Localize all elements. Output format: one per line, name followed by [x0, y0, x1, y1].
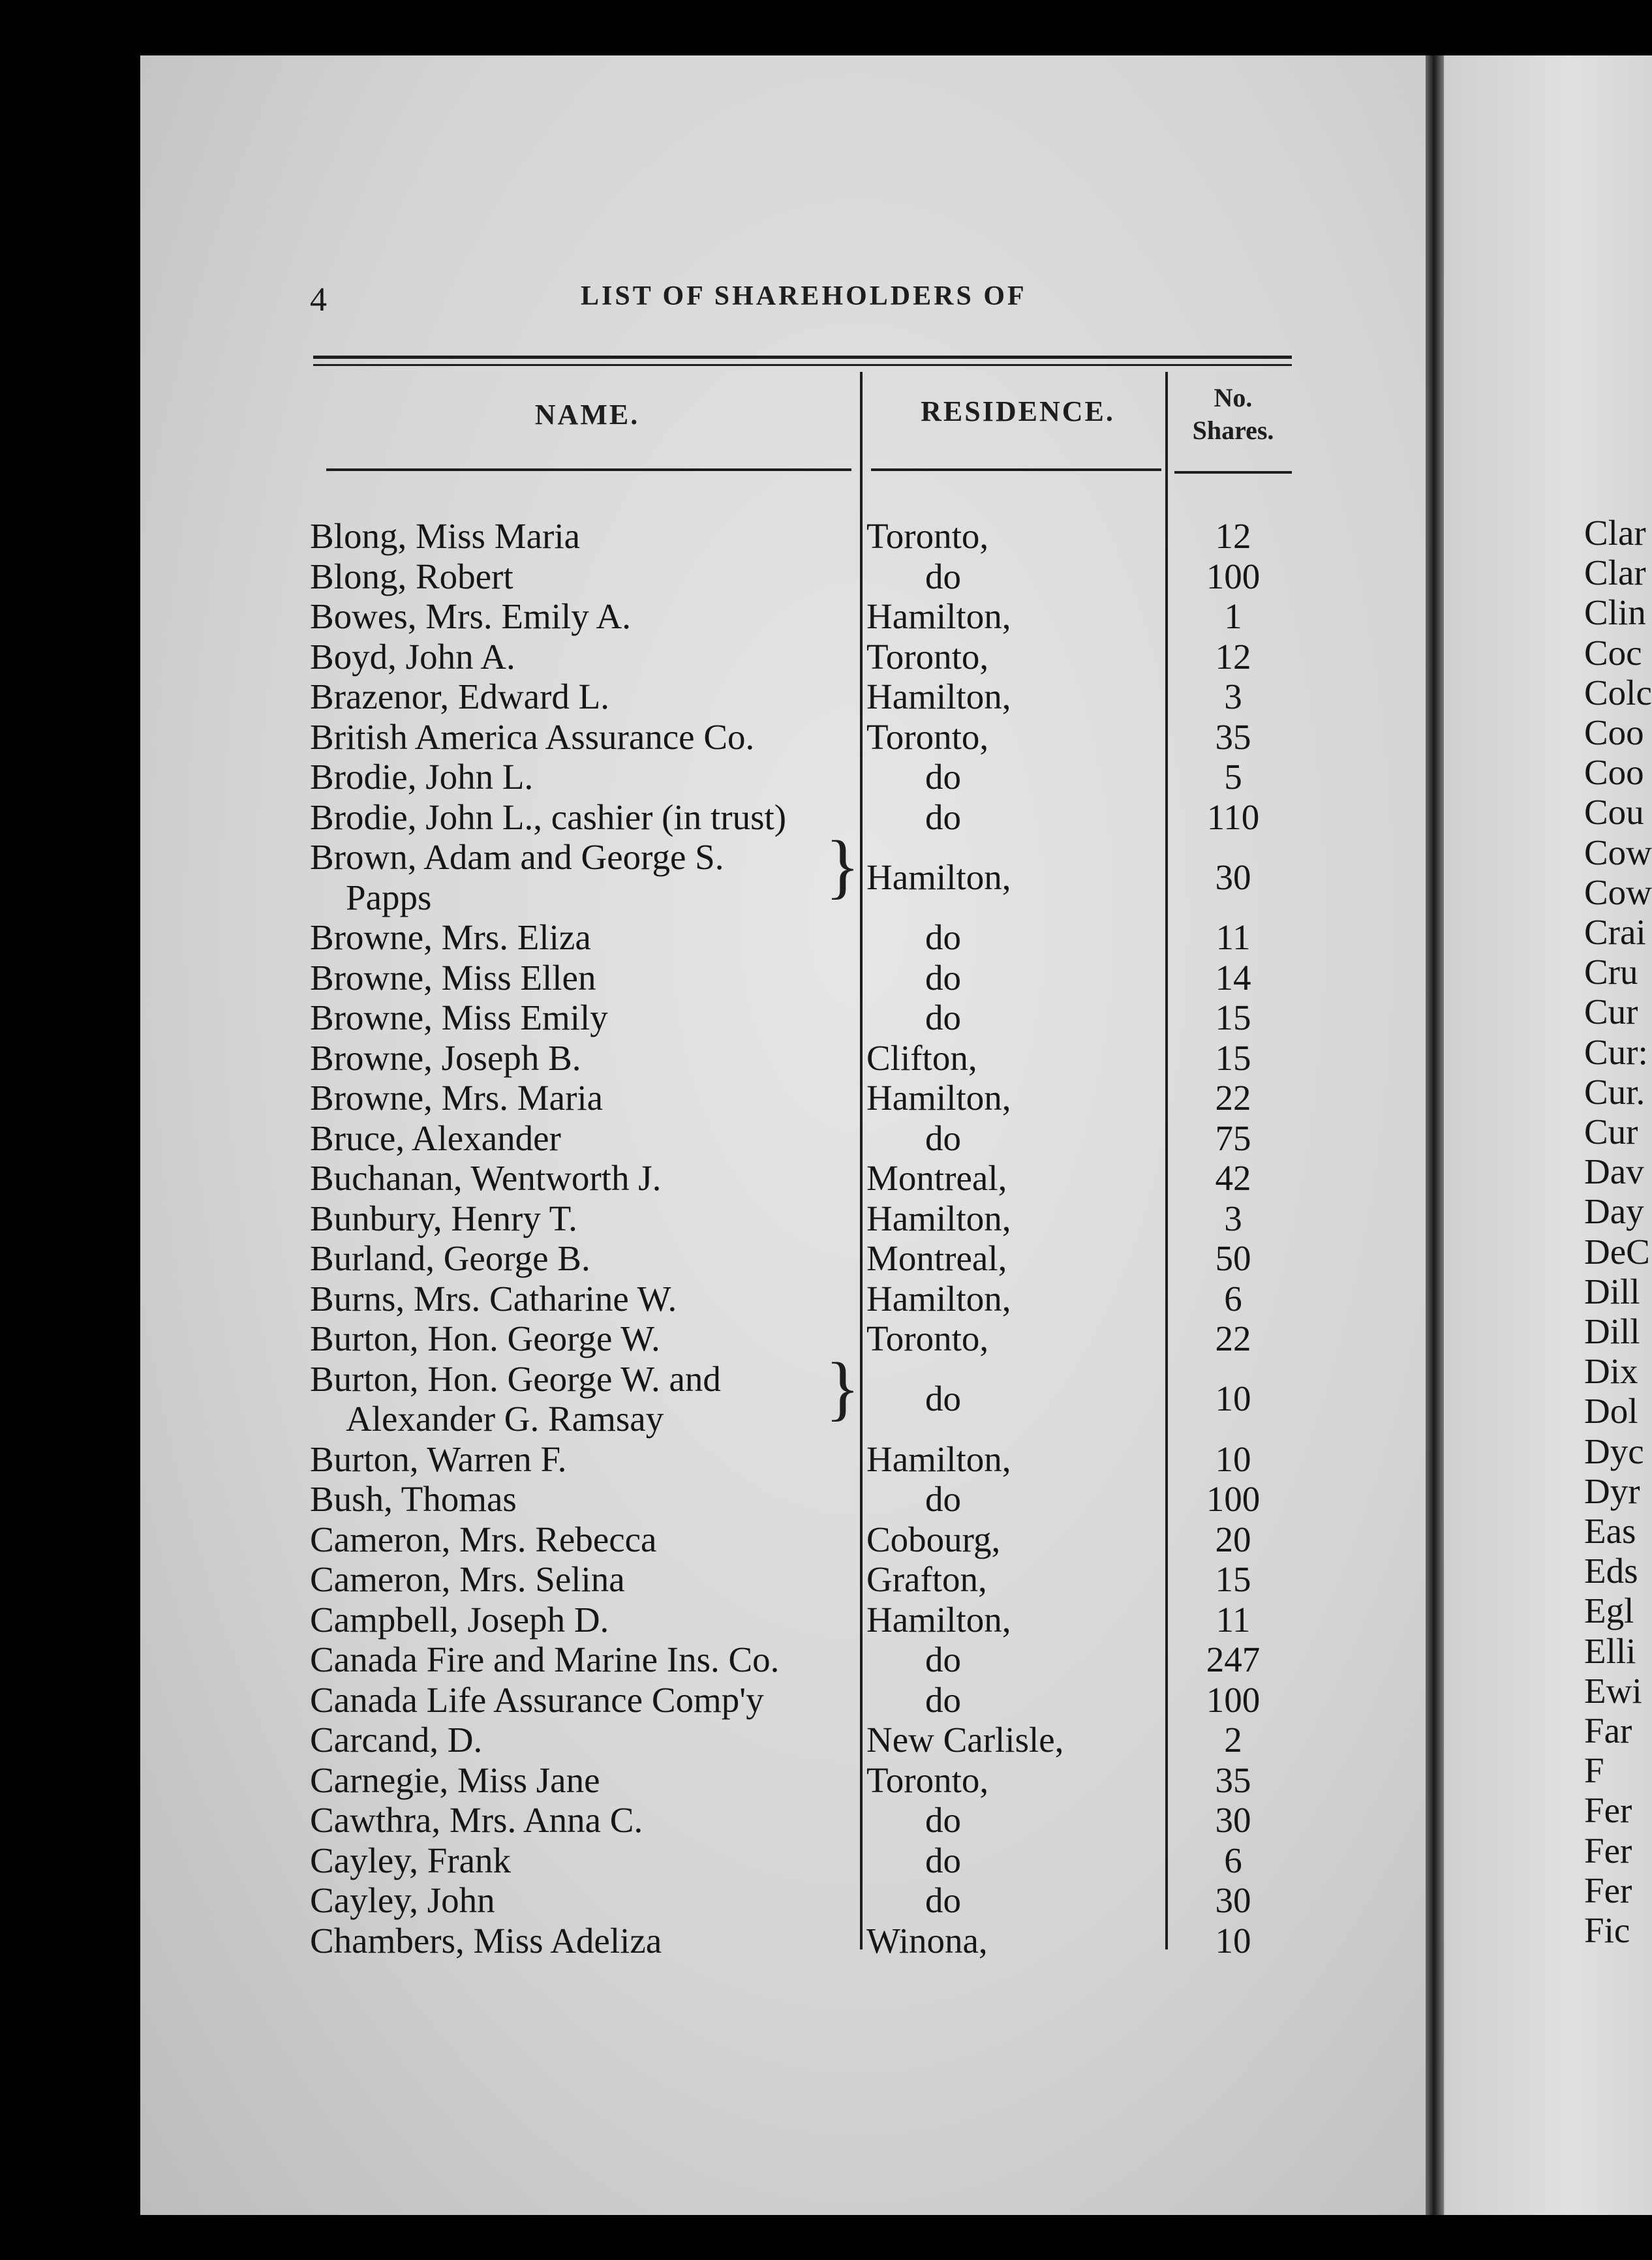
facing-page-fragment: Cur: [1584, 1112, 1638, 1152]
share-count: 6: [1224, 1840, 1242, 1880]
shareholder-name: British America Assurance Co.: [310, 716, 755, 757]
shareholder-name: Browne, Miss Ellen: [310, 957, 596, 998]
residence: Toronto,: [866, 1319, 989, 1358]
shareholder-name: Brazenor, Edward L.: [310, 677, 609, 716]
shareholder-name: Browne, Joseph B.: [310, 1037, 581, 1078]
residence: do: [925, 1800, 961, 1840]
facing-page-fragment: Cru: [1584, 952, 1638, 992]
column-header-shares: [1171, 382, 1295, 447]
share-count: 100: [1206, 1679, 1261, 1720]
header-rule-top-thin: [313, 364, 1292, 366]
column-header-shares-line2: Shares.: [1192, 416, 1274, 445]
facing-page-fragment: Fic: [1584, 1910, 1630, 1950]
shareholder-name: Bruce, Alexander: [310, 1118, 561, 1158]
share-count: 10: [1215, 1920, 1251, 1961]
shareholder-name: Blong, Miss Maria: [310, 516, 581, 556]
header-underline-residence: [871, 468, 1161, 471]
shareholder-name: Brodie, John L.: [310, 757, 534, 797]
residence: do: [925, 1640, 961, 1679]
shareholder-name: Carcand, D.: [310, 1720, 483, 1760]
shareholder-name: Cawthra, Mrs. Anna C.: [310, 1800, 643, 1840]
share-count: 22: [1215, 1078, 1251, 1118]
column-divider-1: [860, 372, 863, 1949]
shareholder-name: Bush, Thomas: [310, 1479, 517, 1519]
residence: Winona,: [866, 1920, 988, 1961]
shareholder-name: Burland, George B.: [310, 1238, 590, 1278]
shareholder-name: Canada Life Assurance Comp'y: [310, 1679, 764, 1720]
residence: Hamilton,: [866, 857, 1011, 897]
share-count: 6: [1224, 1278, 1242, 1319]
share-count: 3: [1224, 1198, 1242, 1238]
facing-page-fragment: Clar: [1584, 513, 1646, 553]
facing-page-fragment: Coc: [1584, 632, 1642, 673]
share-count: 35: [1215, 716, 1251, 757]
shareholder-name: Cayley, John: [310, 1880, 495, 1920]
shareholder-name-continued: Alexander G. Ramsay: [346, 1399, 664, 1439]
residence: Hamilton,: [866, 1278, 1011, 1319]
facing-page-fragment: Clin: [1584, 592, 1646, 633]
residence: Clifton,: [866, 1037, 977, 1078]
share-count: 30: [1215, 857, 1251, 897]
facing-page-fragment: F: [1584, 1750, 1604, 1791]
facing-page-fragment: Coo: [1584, 712, 1644, 752]
residence: do: [925, 1880, 961, 1920]
share-count: 1: [1224, 596, 1242, 636]
facing-page-fragment: Dol: [1584, 1391, 1638, 1431]
page-number: 4: [310, 281, 327, 318]
residence: Hamilton,: [866, 1439, 1011, 1479]
shareholder-name-continued: Papps: [346, 877, 432, 917]
facing-page-fragment: Dix: [1584, 1351, 1638, 1392]
residence: do: [925, 797, 961, 837]
facing-page-fragment: Cow: [1584, 832, 1652, 872]
share-count: 110: [1206, 797, 1260, 837]
residence: do: [925, 1479, 961, 1519]
facing-page-fragment: Cur: [1584, 992, 1638, 1032]
share-count: 10: [1215, 1439, 1251, 1479]
residence: do: [925, 1840, 961, 1880]
facing-page-fragment: Coo: [1584, 752, 1644, 793]
facing-page-fragment: Colc: [1584, 672, 1652, 712]
book-gutter: [1426, 55, 1444, 2215]
residence: Toronto,: [866, 716, 989, 757]
share-count: 22: [1215, 1319, 1251, 1358]
residence: Hamilton,: [866, 677, 1011, 716]
share-count: 10: [1215, 1379, 1251, 1419]
share-count: 15: [1215, 1037, 1251, 1078]
shareholder-name: Burton, Warren F.: [310, 1439, 567, 1479]
share-count: 30: [1215, 1880, 1251, 1920]
residence: Montreal,: [866, 1158, 1007, 1198]
share-count: 247: [1206, 1640, 1261, 1679]
residence: do: [925, 1379, 961, 1419]
share-count: 20: [1215, 1519, 1251, 1559]
share-count: 12: [1215, 516, 1251, 556]
share-count: 100: [1206, 1479, 1261, 1519]
shareholder-name: Bunbury, Henry T.: [310, 1198, 577, 1238]
column-header-shares-line1: No.: [1214, 383, 1253, 412]
shareholder-name: Carnegie, Miss Jane: [310, 1760, 600, 1800]
share-count: 3: [1224, 677, 1242, 716]
residence: Hamilton,: [866, 1078, 1011, 1118]
share-count: 30: [1215, 1800, 1251, 1840]
grouping-brace: }: [825, 1347, 860, 1428]
shareholder-name: Buchanan, Wentworth J.: [310, 1158, 662, 1198]
facing-page-fragment: Fer: [1584, 1870, 1632, 1910]
residence: Montreal,: [866, 1238, 1007, 1278]
shareholder-name: Brown, Adam and George S.: [310, 837, 724, 877]
shareholder-name: Browne, Mrs. Maria: [310, 1078, 604, 1118]
facing-page-fragment: Eds: [1584, 1551, 1638, 1591]
share-count: 75: [1215, 1118, 1251, 1158]
shareholder-name: Burton, Hon. George W.: [310, 1319, 660, 1358]
shareholder-name: Cayley, Frank: [310, 1840, 512, 1880]
facing-page-fragment: Day: [1584, 1191, 1644, 1232]
facing-page-fragment: Fer: [1584, 1830, 1632, 1871]
column-divider-2: [1165, 372, 1168, 1949]
residence: Cobourg,: [866, 1519, 1001, 1559]
facing-page-fragment: Far: [1584, 1711, 1632, 1750]
shareholder-name: Browne, Mrs. Eliza: [310, 917, 591, 957]
share-count: 42: [1215, 1158, 1251, 1198]
facing-page-fragment: DeC: [1584, 1231, 1650, 1272]
facing-page-fragment: Ewi: [1584, 1670, 1642, 1711]
residence: do: [925, 1118, 961, 1158]
shareholder-name: Browne, Miss Emily: [310, 998, 608, 1037]
residence: Toronto,: [866, 1760, 989, 1800]
facing-page-fragment: Eas: [1584, 1511, 1636, 1551]
share-count: 15: [1215, 1559, 1251, 1599]
residence: New Carlisle,: [866, 1720, 1064, 1760]
residence: Hamilton,: [866, 596, 1011, 636]
share-count: 12: [1215, 636, 1251, 677]
shareholder-name: Bowes, Mrs. Emily A.: [310, 596, 631, 636]
column-header-name: NAME.: [534, 399, 640, 431]
shareholder-name: Blong, Robert: [310, 556, 513, 596]
facing-page-fragment: Dill: [1584, 1311, 1640, 1351]
header-rule-top: [313, 356, 1292, 359]
residence: do: [925, 957, 961, 998]
shareholder-name: Cameron, Mrs. Selina: [310, 1559, 625, 1599]
share-count: 5: [1224, 757, 1242, 797]
share-count: 11: [1216, 917, 1251, 957]
share-count: 15: [1215, 998, 1251, 1037]
share-count: 14: [1215, 957, 1251, 998]
residence: do: [925, 917, 961, 957]
header-underline-shares: [1174, 471, 1292, 474]
residence: Hamilton,: [866, 1599, 1011, 1640]
facing-page-fragment: Fer: [1584, 1790, 1632, 1831]
facing-page-fragment: Clar: [1584, 553, 1646, 593]
share-count: 100: [1206, 556, 1261, 596]
residence: Toronto,: [866, 516, 989, 556]
residence: do: [925, 998, 961, 1037]
grouping-brace: }: [825, 826, 860, 906]
facing-page-fragment: Dyr: [1584, 1471, 1640, 1511]
residence: do: [925, 1679, 961, 1720]
facing-page-fragment: Crai: [1584, 912, 1646, 952]
facing-page-fragment: Egl: [1584, 1591, 1634, 1631]
column-header-residence: RESIDENCE.: [921, 395, 1115, 427]
facing-page-fragment: Cur:: [1584, 1031, 1648, 1072]
share-count: 2: [1224, 1720, 1242, 1760]
residence: Grafton,: [866, 1559, 987, 1599]
shareholder-name: Cameron, Mrs. Rebecca: [310, 1519, 657, 1559]
residence: Hamilton,: [866, 1198, 1011, 1238]
share-count: 11: [1216, 1599, 1251, 1640]
residence: do: [925, 556, 961, 596]
shareholder-name: Campbell, Joseph D.: [310, 1599, 609, 1640]
shareholder-name: Burton, Hon. George W. and: [310, 1358, 721, 1399]
shareholder-name: Boyd, John A.: [310, 636, 515, 677]
share-count: 50: [1215, 1238, 1251, 1278]
residence: do: [925, 757, 961, 797]
facing-page-fragment: Cou: [1584, 792, 1644, 832]
facing-page-fragment: Elli: [1584, 1630, 1636, 1671]
share-count: 35: [1215, 1760, 1251, 1800]
shareholder-name: Brodie, John L., cashier (in trust): [310, 797, 787, 837]
header-underline-name: [326, 468, 851, 471]
facing-page-fragment: Dyc: [1584, 1431, 1644, 1471]
residence: Toronto,: [866, 636, 989, 677]
shareholder-name: Chambers, Miss Adeliza: [310, 1920, 662, 1961]
facing-page-fragment: Cow: [1584, 872, 1652, 912]
shareholder-name: Burns, Mrs. Catharine W.: [310, 1278, 677, 1319]
facing-page-fragment: Cur.: [1584, 1071, 1645, 1112]
facing-page-fragment: Dav: [1584, 1152, 1644, 1192]
facing-page-fragment: Dill: [1584, 1271, 1640, 1311]
running-head: LIST OF SHAREHOLDERS OF: [581, 281, 1027, 311]
shareholder-name: Canada Fire and Marine Ins. Co.: [310, 1640, 780, 1679]
